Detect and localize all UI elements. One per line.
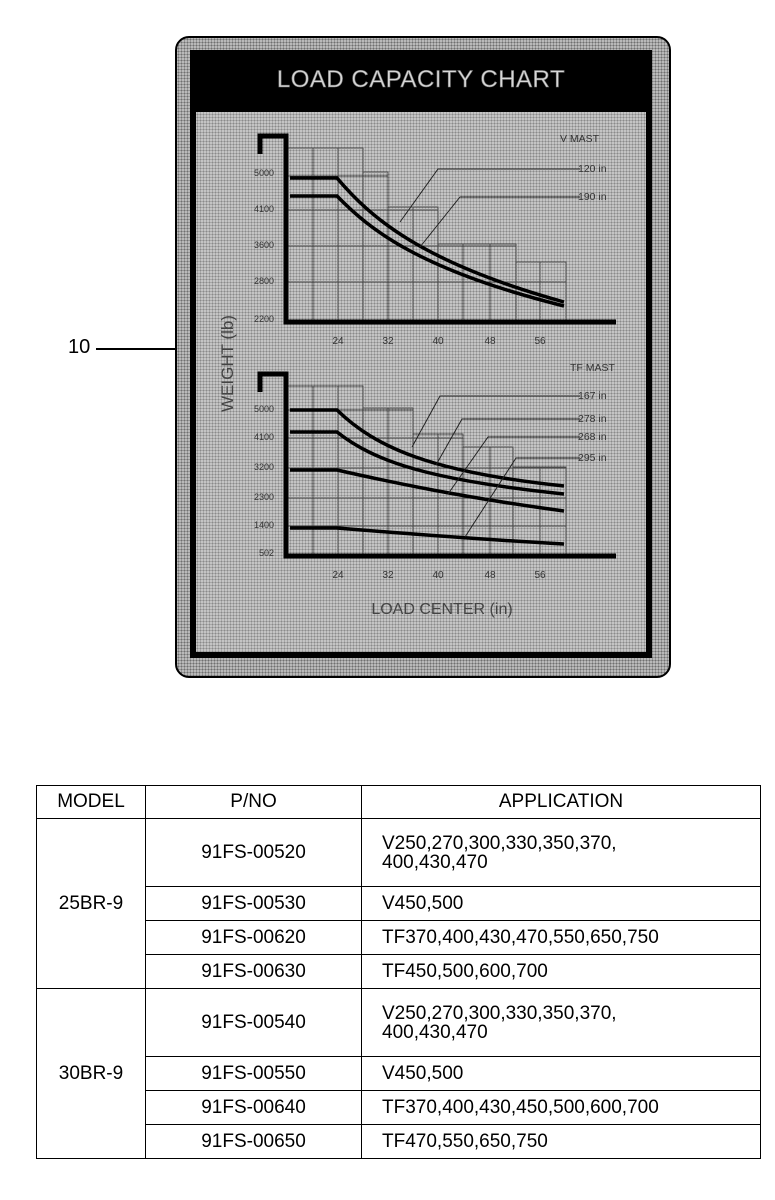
bottom-leader-167 — [412, 396, 580, 447]
table-row — [37, 887, 761, 921]
top-y-tick: 3600 — [253, 240, 274, 250]
table-row — [37, 921, 761, 955]
load-capacity-chart — [190, 112, 640, 642]
top-leader-190 — [420, 197, 580, 247]
application-cell — [362, 989, 761, 1057]
model-cell: 30BR-9 — [37, 989, 146, 1159]
application-cell — [362, 819, 761, 887]
application-line: 400,430,470 — [382, 1021, 488, 1043]
top-y-tick: 2200 — [253, 314, 274, 324]
bottom-curve-label-295: 295 in — [578, 452, 607, 464]
pno-cell: 91FS-00540 — [146, 989, 362, 1057]
header-pno: P/NO — [146, 786, 362, 819]
pno-cell: 91FS-00640 — [146, 1091, 362, 1125]
table-row — [37, 1057, 761, 1091]
bottom-x-tick: 40 — [432, 570, 444, 581]
application-cell: V450,500 — [362, 1057, 761, 1091]
application-table — [36, 785, 761, 1159]
bottom-x-tick: 32 — [382, 570, 394, 581]
bottom-curve-278 — [290, 432, 564, 494]
top-x-tick: 24 — [332, 336, 344, 347]
y-axis-label: WEIGHT (lb) — [218, 315, 237, 412]
bottom-y-tick: 1400 — [253, 520, 274, 530]
application-line: 400,430,470 — [382, 851, 488, 873]
top-curve-label-120: 120 in — [578, 163, 607, 175]
bottom-curve-label-278: 278 in — [578, 413, 607, 425]
top-y-tick: 4100 — [253, 204, 274, 214]
bottom-y-tick: 2300 — [253, 492, 274, 502]
x-axis-label: LOAD CENTER (in) — [371, 601, 513, 618]
bottom-x-tick: 56 — [534, 570, 546, 581]
bottom-curve-label-268: 268 in — [578, 431, 607, 443]
top-x-tick: 56 — [534, 336, 546, 347]
bottom-curve-167 — [290, 410, 564, 486]
top-curve-label-190: 190 in — [578, 191, 607, 203]
table-row — [37, 989, 761, 1057]
pno-cell: 91FS-00650 — [146, 1125, 362, 1159]
application-line: V250,270,300,330,350,370, — [382, 832, 617, 854]
bottom-mast-label: TF MAST — [570, 362, 615, 374]
decal-title: LOAD CAPACITY CHART — [276, 66, 566, 93]
pno-cell: 91FS-00520 — [146, 819, 362, 887]
bottom-y-tick: 502 — [258, 548, 274, 558]
top-leader-120 — [400, 169, 580, 222]
bottom-curve-295 — [290, 528, 564, 544]
bottom-y-tick: 3200 — [253, 462, 274, 472]
bottom-y-tick: 4100 — [253, 432, 274, 442]
top-y-tick: 2800 — [253, 276, 274, 286]
application-cell: TF370,400,430,450,500,600,700 — [362, 1091, 761, 1125]
top-mast-label: V MAST — [560, 133, 600, 145]
top-y-tick: 5000 — [253, 168, 274, 178]
top-x-tick: 40 — [432, 336, 444, 347]
application-line: V250,270,300,330,350,370, — [382, 1002, 617, 1024]
model-cell: 25BR-9 — [37, 819, 146, 989]
table-row — [37, 955, 761, 989]
header-model: MODEL — [37, 786, 146, 819]
application-cell: TF450,500,600,700 — [362, 955, 761, 989]
callout-leader-line — [96, 348, 176, 350]
bottom-y-tick: 5000 — [253, 404, 274, 414]
top-x-tick: 32 — [382, 336, 394, 347]
pno-cell: 91FS-00630 — [146, 955, 362, 989]
bottom-x-tick: 24 — [332, 570, 344, 581]
pno-cell: 91FS-00530 — [146, 887, 362, 921]
pno-cell: 91FS-00620 — [146, 921, 362, 955]
pno-cell: 91FS-00550 — [146, 1057, 362, 1091]
table-row — [37, 819, 761, 887]
bottom-curve-label-167: 167 in — [578, 390, 607, 402]
top-chart — [254, 133, 616, 347]
table-row — [37, 1125, 761, 1159]
bottom-x-tick: 48 — [484, 570, 496, 581]
table-row — [37, 1091, 761, 1125]
top-x-tick: 48 — [484, 336, 496, 347]
callout-number: 10 — [68, 336, 91, 358]
table-header-row — [37, 786, 761, 819]
header-application: APPLICATION — [362, 786, 761, 819]
application-cell: V450,500 — [362, 887, 761, 921]
bottom-chart — [254, 362, 616, 581]
application-cell: TF470,550,650,750 — [362, 1125, 761, 1159]
application-cell: TF370,400,430,470,550,650,750 — [362, 921, 761, 955]
